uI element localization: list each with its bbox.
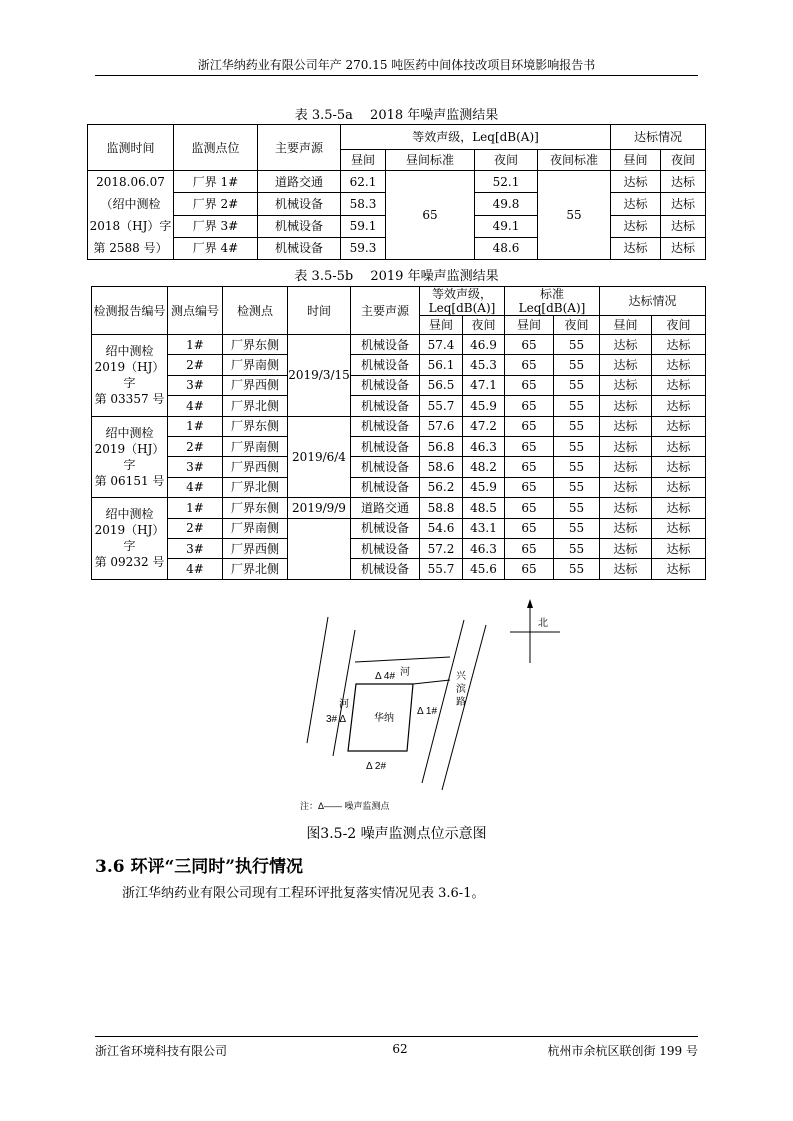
report-line: 第 06151 号: [94, 473, 165, 488]
point-cell: 厂界 4#: [174, 237, 258, 259]
night-cell: 47.2: [463, 416, 505, 436]
time-cell: 2019/3/15: [288, 335, 351, 417]
sub-day: 昼间: [420, 316, 463, 335]
night-cell: 43.1: [463, 518, 505, 538]
point-no-cell: 1#: [168, 498, 223, 518]
source-cell: 机械设备: [258, 215, 341, 237]
header-report: 检测报告编号: [92, 287, 168, 335]
source-cell: 机械设备: [351, 559, 420, 579]
std-night-cell: 55: [554, 436, 600, 456]
section-title: 3.6 环评“三同时”执行情况: [95, 857, 304, 877]
point-no-cell: 2#: [168, 436, 223, 456]
header-leq: 等效声级，Leq[dB(A)]: [420, 287, 505, 316]
point-cell: 厂界东侧: [223, 416, 288, 436]
point-no-cell: 3#: [168, 457, 223, 477]
std-day-cell: 65: [505, 396, 554, 416]
day-cell: 58.6: [420, 457, 463, 477]
day-cell: 57.6: [420, 416, 463, 436]
status-day-cell: 达标: [600, 396, 652, 416]
status-night-cell: 达标: [652, 416, 706, 436]
day-cell: 59.3: [341, 237, 386, 259]
point-cell: 厂界北侧: [223, 396, 288, 416]
day-std-cell: 65: [386, 171, 475, 260]
status-day-cell: 达标: [600, 559, 652, 579]
status-day-cell: 达标: [600, 355, 652, 375]
day-cell: 57.4: [420, 335, 463, 355]
point-no-cell: 1#: [168, 416, 223, 436]
std-night-cell: 55: [554, 396, 600, 416]
std-night-cell: 55: [554, 335, 600, 355]
std-night-cell: 55: [554, 375, 600, 395]
status-day-cell: 达标: [600, 416, 652, 436]
day-cell: 54.6: [420, 518, 463, 538]
footer-divider: [95, 1036, 698, 1037]
status-night-cell: 达标: [652, 375, 706, 395]
sub-day: 昼间: [505, 316, 554, 335]
sub-day: 昼间: [341, 150, 386, 171]
night-cell: 48.6: [475, 237, 538, 259]
status-day-cell: 达标: [600, 335, 652, 355]
source-cell: 机械设备: [351, 375, 420, 395]
time-line: （绍中测检: [100, 197, 161, 211]
time-cell: 2019/6/4: [288, 416, 351, 498]
point-no-cell: 3#: [168, 538, 223, 558]
status-night-cell: 达标: [652, 335, 706, 355]
report-line: 绍中测检: [105, 507, 154, 522]
day-cell: 58.3: [341, 193, 386, 215]
point-no-cell: 4#: [168, 559, 223, 579]
status-night-cell: 达标: [652, 396, 706, 416]
day-cell: 56.2: [420, 477, 463, 497]
north-label: 北: [538, 618, 548, 629]
std-night-cell: 55: [554, 538, 600, 558]
status-night-cell: 达标: [652, 436, 706, 456]
header-point: 监测点位: [174, 125, 258, 171]
day-cell: 55.7: [420, 396, 463, 416]
monitor-point-1: Δ 1#: [417, 706, 438, 717]
status-day-cell: 达标: [611, 237, 661, 259]
std-day-cell: 65: [505, 498, 554, 518]
source-cell: 机械设备: [258, 237, 341, 259]
sub-night: 夜间: [475, 150, 538, 171]
status-day-cell: 达标: [600, 436, 652, 456]
figure-caption: 图3.5-2 噪声监测点位示意图: [306, 826, 487, 842]
page-number: 62: [392, 1042, 408, 1056]
point-no-cell: 3#: [168, 375, 223, 395]
status-day-cell: 达标: [600, 457, 652, 477]
point-cell: 厂界南侧: [223, 518, 288, 538]
source-cell: 机械设备: [351, 436, 420, 456]
status-night-cell: 达标: [652, 355, 706, 375]
std-day-cell: 65: [505, 436, 554, 456]
sub-status-day: 昼间: [611, 150, 661, 171]
header-leq: 等效声级，Leq[dB(A)]: [341, 125, 611, 150]
source-cell: 道路交通: [258, 171, 341, 193]
source-cell: 道路交通: [351, 498, 420, 518]
std-night-cell: 55: [554, 559, 600, 579]
night-cell: 49.8: [475, 193, 538, 215]
source-cell: 机械设备: [351, 416, 420, 436]
header-source: 主要声源: [258, 125, 341, 171]
status-night-cell: 达标: [652, 518, 706, 538]
table-b-caption: 表 3.5-5b 2019 年噪声监测结果: [294, 269, 499, 284]
point-no-cell: 1#: [168, 335, 223, 355]
road-label-char: 兴: [456, 671, 466, 682]
source-cell: 机械设备: [351, 355, 420, 375]
header-status: 达标情况: [600, 287, 706, 316]
point-cell: 厂界 2#: [174, 193, 258, 215]
point-cell: 厂界东侧: [223, 335, 288, 355]
river-bank-line: [307, 617, 328, 743]
night-cell: 49.1: [475, 215, 538, 237]
sub-status-night: 夜间: [661, 150, 706, 171]
source-cell: 机械设备: [351, 335, 420, 355]
source-cell: 机械设备: [351, 518, 420, 538]
night-cell: 45.9: [463, 477, 505, 497]
night-cell: 46.9: [463, 335, 505, 355]
header-source: 主要声源: [351, 287, 420, 335]
monitor-point-4: Δ 4#: [375, 671, 396, 682]
report-line: 第 03357 号: [94, 392, 165, 407]
night-cell: 45.3: [463, 355, 505, 375]
night-cell: 47.1: [463, 375, 505, 395]
night-cell: 46.3: [463, 538, 505, 558]
source-cell: 机械设备: [351, 396, 420, 416]
point-cell: 厂界西侧: [223, 538, 288, 558]
std-night-cell: 55: [554, 355, 600, 375]
status-night-cell: 达标: [661, 237, 706, 259]
day-cell: 56.5: [420, 375, 463, 395]
std-day-cell: 65: [505, 355, 554, 375]
status-night-cell: 达标: [661, 171, 706, 193]
point-cell: 厂界北侧: [223, 559, 288, 579]
std-day-cell: 65: [505, 559, 554, 579]
header-status: 达标情况: [611, 125, 706, 150]
header-time: 监测时间: [88, 125, 174, 171]
std-day-cell: 65: [505, 335, 554, 355]
sub-night: 夜间: [554, 316, 600, 335]
header-point: 检测点: [223, 287, 288, 335]
table-a-caption: 表 3.5-5a 2018 年噪声监测结果: [294, 108, 499, 123]
page-header: 浙江华纳药业有限公司年产 270.15 吨医药中间体技改项目环境影响报告书: [197, 58, 596, 72]
plant-access-line: [413, 680, 450, 684]
sub-night: 夜间: [652, 316, 706, 335]
header-std: 标准 Leq[dB(A)]: [505, 287, 600, 316]
night-std-cell: 55: [538, 171, 611, 260]
report-line: 绍中测检: [105, 344, 154, 359]
sub-night: 夜间: [463, 316, 505, 335]
std-day-cell: 65: [505, 538, 554, 558]
std-day-cell: 65: [505, 416, 554, 436]
status-night-cell: 达标: [661, 215, 706, 237]
body-paragraph: 浙江华纳药业有限公司现有工程环评批复落实情况见表 3.6-1。: [122, 886, 485, 901]
report-line: 2019（HJ）字: [94, 441, 165, 472]
point-cell: 厂界南侧: [223, 355, 288, 375]
header-time: 时间: [288, 287, 351, 335]
river-label-west: 河: [339, 699, 349, 710]
std-night-cell: 55: [554, 518, 600, 538]
std-night-cell: 55: [554, 416, 600, 436]
day-cell: 55.7: [420, 559, 463, 579]
point-cell: 厂界西侧: [223, 375, 288, 395]
river-label-north: 河: [400, 667, 410, 678]
point-no-cell: 2#: [168, 355, 223, 375]
status-night-cell: 达标: [652, 498, 706, 518]
source-cell: 机械设备: [258, 193, 341, 215]
north-arrow-head: [527, 599, 533, 608]
road-label-char: 滨: [456, 684, 466, 695]
status-day-cell: 达标: [611, 171, 661, 193]
monitor-point-3: 3# Δ: [326, 714, 347, 725]
std-day-cell: 65: [505, 375, 554, 395]
status-night-cell: 达标: [652, 538, 706, 558]
footer-company: 浙江省环境科技有限公司: [95, 1044, 228, 1058]
time-line: 2018（HJ）字: [89, 219, 172, 233]
status-day-cell: 达标: [611, 193, 661, 215]
night-cell: 45.6: [463, 559, 505, 579]
report-line: 第 09232 号: [94, 555, 165, 570]
status-day-cell: 达标: [600, 477, 652, 497]
river-bank-line: [333, 630, 355, 756]
std-day-cell: 65: [505, 457, 554, 477]
point-cell: 厂界 3#: [174, 215, 258, 237]
source-cell: 机械设备: [351, 457, 420, 477]
point-cell: 厂界西侧: [223, 457, 288, 477]
status-day-cell: 达标: [600, 538, 652, 558]
night-cell: 45.9: [463, 396, 505, 416]
status-day-cell: 达标: [600, 375, 652, 395]
sub-night-std: 夜间标准: [538, 150, 611, 171]
factory-label: 华纳: [374, 713, 394, 724]
sub-day-std: 昼间标准: [386, 150, 475, 171]
north-river-line: [355, 657, 450, 662]
night-cell: 48.5: [463, 498, 505, 518]
report-line: 2019（HJ）字: [94, 523, 165, 554]
time-cell: 2019/9/9: [288, 498, 351, 518]
day-cell: 56.1: [420, 355, 463, 375]
status-night-cell: 达标: [652, 457, 706, 477]
header-no: 测点编号: [168, 287, 223, 335]
day-cell: 57.2: [420, 538, 463, 558]
std-night-cell: 55: [554, 457, 600, 477]
point-cell: 厂界南侧: [223, 436, 288, 456]
point-cell: 厂界东侧: [223, 498, 288, 518]
point-cell: 厂界 1#: [174, 171, 258, 193]
point-no-cell: 4#: [168, 477, 223, 497]
night-cell: 46.3: [463, 436, 505, 456]
status-day-cell: 达标: [600, 498, 652, 518]
footer-address: 杭州市余杭区联创街 199 号: [547, 1044, 698, 1058]
monitor-point-2: Δ 2#: [366, 761, 387, 772]
report-line: 绍中测检: [105, 425, 154, 440]
std-night-cell: 55: [554, 477, 600, 497]
std-night-cell: 55: [554, 498, 600, 518]
map-note: 注：Δ—— 噪声监测点: [300, 801, 390, 811]
day-cell: 59.1: [341, 215, 386, 237]
std-day-cell: 65: [505, 518, 554, 538]
day-cell: 58.8: [420, 498, 463, 518]
status-night-cell: 达标: [652, 559, 706, 579]
point-no-cell: 2#: [168, 518, 223, 538]
status-night-cell: 达标: [661, 193, 706, 215]
std-day-cell: 65: [505, 477, 554, 497]
point-no-cell: 4#: [168, 396, 223, 416]
road-label-char: 路: [456, 697, 466, 708]
point-cell: 厂界北侧: [223, 477, 288, 497]
night-cell: 48.2: [463, 457, 505, 477]
time-line: 第 2588 号）: [93, 241, 168, 255]
day-cell: 62.1: [341, 171, 386, 193]
status-night-cell: 达标: [652, 477, 706, 497]
source-cell: 机械设备: [351, 538, 420, 558]
day-cell: 56.8: [420, 436, 463, 456]
status-day-cell: 达标: [611, 215, 661, 237]
source-cell: 机械设备: [351, 477, 420, 497]
night-cell: 52.1: [475, 171, 538, 193]
time-line: 2018.06.07: [96, 175, 165, 189]
report-line: 2019（HJ）字: [94, 360, 165, 391]
sub-day: 昼间: [600, 316, 652, 335]
status-day-cell: 达标: [600, 518, 652, 538]
